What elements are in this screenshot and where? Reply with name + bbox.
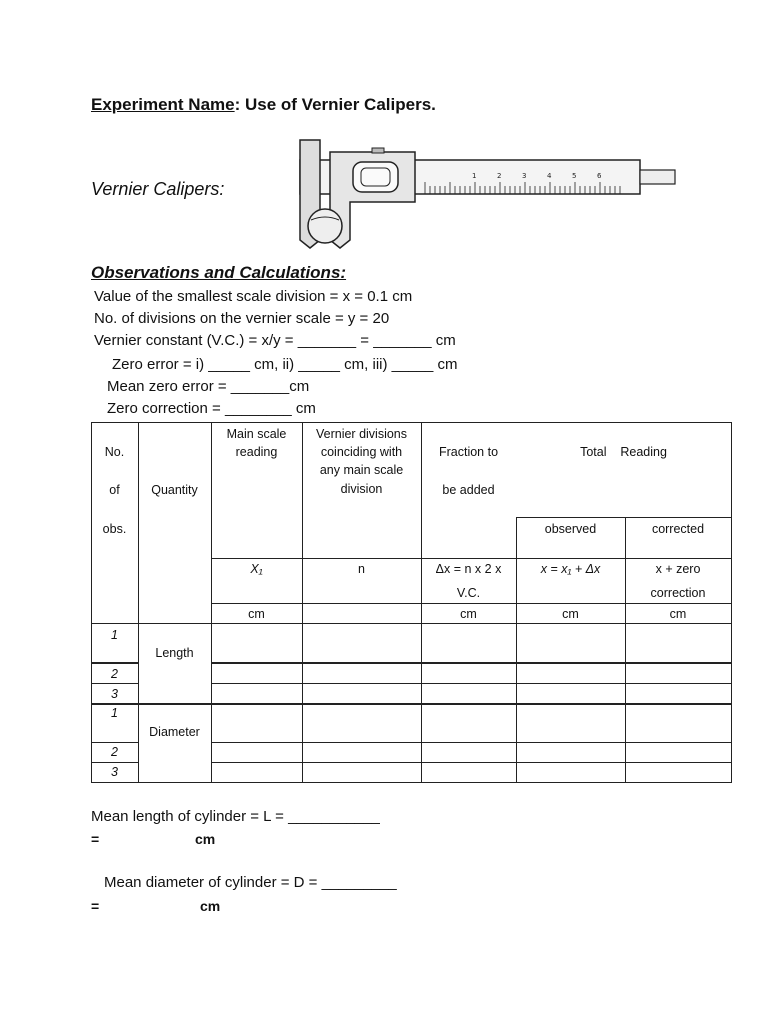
- unit-corrected: cm: [669, 607, 687, 621]
- mean-length-line: Mean length of cylinder = L = ___________: [91, 808, 380, 825]
- experiment-title-rest: : Use of Vernier Calipers.: [234, 95, 436, 114]
- mean-diameter-unit: cm: [200, 898, 221, 914]
- vernier-divisions-line: No. of divisions on the vernier scale = y = 20: [94, 310, 390, 327]
- svg-text:2: 2: [497, 172, 502, 180]
- symbol-x-corr-1: x + zero: [655, 562, 701, 576]
- symbol-x1: X₁: [250, 562, 263, 576]
- observation-table: [91, 422, 732, 783]
- length-row-1-no: 1: [111, 628, 118, 642]
- diameter-row-1-no: 1: [111, 706, 118, 720]
- header-main-scale-1: Main scale: [226, 427, 287, 441]
- header-no: No.: [104, 445, 125, 459]
- header-vernier-div-2: coinciding with: [320, 445, 403, 459]
- svg-text:4: 4: [547, 172, 552, 180]
- unit-main: cm: [248, 607, 265, 621]
- header-corrected: corrected: [651, 522, 705, 536]
- header-vernier-div-1: Vernier divisions: [315, 427, 407, 441]
- zero-correction-line: Zero correction = ________ cm: [107, 400, 316, 417]
- unit-fraction: cm: [460, 607, 477, 621]
- diameter-row-3-no: 3: [111, 765, 118, 779]
- length-row-3-no: 3: [111, 687, 118, 701]
- length-label: Length: [155, 646, 194, 660]
- svg-text:5: 5: [572, 172, 577, 180]
- symbol-x-formula: x = x₁ + Δx: [540, 562, 601, 576]
- svg-text:3: 3: [522, 172, 527, 180]
- mean-zero-error-line: Mean zero error = _______cm: [107, 378, 310, 395]
- diameter-row-2-no: 2: [111, 745, 118, 759]
- unit-observed: cm: [562, 607, 579, 621]
- header-vernier-div-4: division: [340, 482, 383, 496]
- zero-error-line: Zero error = i) _____ cm, ii) _____ cm, iii) _____ cm: [112, 356, 458, 373]
- header-vernier-div-3: any main scale: [319, 463, 404, 477]
- vernier-constant-line: Vernier constant (V.C.) = x/y = _______ = _______ cm: [94, 332, 456, 349]
- symbol-x-corr-2: correction: [650, 586, 706, 600]
- length-row-2-no: 2: [111, 667, 118, 681]
- header-quantity: Quantity: [151, 483, 198, 497]
- symbol-delta-x-2: V.C.: [456, 586, 481, 600]
- svg-text:6: 6: [597, 172, 602, 180]
- mean-diameter-line: Mean diameter of cylinder = D = _________: [104, 874, 397, 891]
- mean-length-equals: =: [91, 831, 100, 847]
- header-obs: obs.: [102, 522, 127, 536]
- mean-length-unit: cm: [195, 831, 216, 847]
- header-total-reading: Total Reading: [580, 445, 667, 459]
- vernier-caliper-illustration: [275, 130, 685, 250]
- diameter-label: Diameter: [149, 725, 200, 739]
- symbol-delta-x-1: Δx = n x 2 x: [435, 562, 502, 576]
- svg-text:1: 1: [472, 172, 477, 180]
- experiment-title-prefix: Experiment Name: [91, 95, 235, 114]
- observations-heading: Observations and Calculations:: [91, 263, 347, 282]
- smallest-division-line: Value of the smallest scale division = x = 0.1 cm: [94, 288, 413, 305]
- header-fraction-2: be added: [442, 483, 495, 497]
- experiment-title: [91, 95, 436, 115]
- header-observed: observed: [544, 522, 597, 536]
- header-main-scale-2: reading: [235, 445, 278, 459]
- mean-diameter-equals: =: [91, 898, 100, 914]
- header-of: of: [109, 483, 120, 497]
- symbol-n: n: [358, 562, 365, 576]
- vernier-calipers-label: Vernier Calipers:: [91, 179, 225, 199]
- header-fraction-1: Fraction to: [438, 445, 499, 459]
